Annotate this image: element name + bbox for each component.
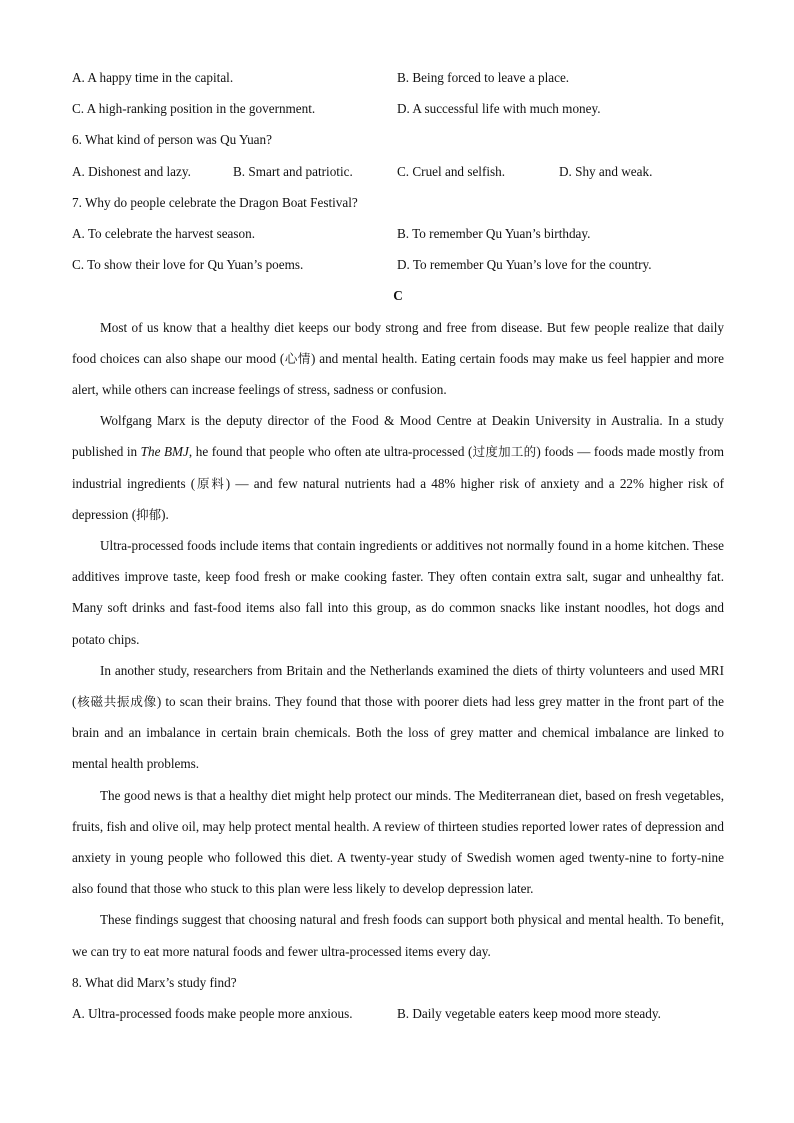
p6-text: These findings suggest that choosing natural and fresh foods can support both physical and mental health. To benefit, we can try to eat more natural foods and fewer ultra-processed items every day. <box>72 912 724 959</box>
q6-question: 6. What kind of person was Qu Yuan? <box>72 132 272 148</box>
p2-text-1: Wolfgang Marx is the deputy director of the Food & Mood Centre at Deakin University in Australia. In a study published in <box>72 413 724 460</box>
q5-option-b[interactable]: B. Being forced to leave a place. <box>397 70 570 85</box>
q6-option-c[interactable]: C. Cruel and selfish. <box>397 163 506 179</box>
q6-option-a[interactable]: A. Dishonest and lazy. <box>72 163 191 179</box>
exam-page <box>72 62 724 1029</box>
p2-chinese-1: 过度加工的 <box>472 444 537 460</box>
q8-options-row-1 <box>72 998 724 1029</box>
passage-paragraph-3 <box>72 530 724 655</box>
p5-text: The good news is that a healthy diet might help protect our minds. The Mediterranean diet, based on fresh vegetables, fruits, fish and olive oil, may help protect mental health. A review of thirteen studies reported lower rates of depression and anxiety in young people who followed this diet. A twenty-year study of Swedish women aged twenty-nine to forty-nine also found that those who stuck to this plan were less likely to develop depression later. <box>72 787 724 897</box>
passage-paragraph-6 <box>72 904 724 966</box>
p2-text-4: ) — and few natural nutrients had a 48% higher risk of anxiety and a 22% higher risk of depression ( <box>72 475 724 522</box>
section-heading: C <box>393 288 403 304</box>
p1-text-1: Most of us know that a healthy diet keeps our body strong and free from disease. But few people realize that daily food choices can also shape our mood ( <box>72 319 724 366</box>
q5-option-d[interactable]: D. A successful life with much money. <box>397 101 601 117</box>
q6-option-d[interactable]: D. Shy and weak. <box>559 163 653 179</box>
p4-chinese-1: 核磁共振成像 <box>76 693 157 709</box>
q8-option-a[interactable]: A. Ultra-processed foods make people more anxious. <box>72 1005 353 1021</box>
p3-text: Ultra-processed foods include items that contain ingredients or additives not normally found in a home kitchen. These additives improve taste, keep food fresh or make cooking faster. They often contain extra salt, sugar and unhealthy fat. Many soft drinks and fast-food items also fall into this group, as do common snacks like instant noodles, hot dogs and potato chips. <box>72 537 724 647</box>
q6-options-row <box>72 156 724 187</box>
q7-question: 7. Why do people celebrate the Dragon Boat Festival? <box>72 194 358 210</box>
q7-option-a[interactable]: A. To celebrate the harvest season. <box>72 225 256 241</box>
passage-paragraph-4 <box>72 655 724 780</box>
q7-option-d[interactable]: D. To remember Qu Yuan’s love for the country. <box>397 257 652 273</box>
p4-text-1: In another study, researchers from Britain and the Netherlands examined the diets of thirty volunteers and used MRI ( <box>72 662 724 709</box>
p2-text-3: ) foods — foods made mostly from industrial ingredients ( <box>72 444 724 491</box>
p2-journal-title: The BMJ <box>140 444 189 460</box>
q5-option-c[interactable]: C. A high-ranking position in the government. <box>72 101 316 117</box>
q8-question: 8. What did Marx’s study find? <box>72 974 237 990</box>
q7-option-c[interactable]: C. To show their love for Qu Yuan’s poems. <box>72 257 304 273</box>
passage-paragraph-2 <box>72 405 724 530</box>
q8-option-b[interactable]: B. Daily vegetable eaters keep mood more steady. <box>397 1005 661 1021</box>
passage-paragraph-1 <box>72 312 724 406</box>
p1-text-2: ) and mental health. Eating certain foods may make us feel happier and more alert, while others can increase feelings of stress, sadness or confusion. <box>72 350 724 397</box>
q7-option-b[interactable]: B. To remember Qu Yuan’s birthday. <box>397 225 591 241</box>
q5-options-row-1 <box>72 62 724 93</box>
p4-text-2: ) to scan their brains. They found that those with poorer diets had less grey matter in the front part of the brain and an imbalance in certain brain chemicals. Both the loss of grey matter and chemical imbalance are linked to mental health problems. <box>72 693 724 772</box>
p2-chinese-2: 原料 <box>195 475 226 491</box>
p2-text-5: ). <box>161 506 169 522</box>
q7-options-row-1 <box>72 218 724 249</box>
q5-options-row-2 <box>72 93 724 124</box>
q5-option-a[interactable]: A. A happy time in the capital. <box>72 70 234 85</box>
p1-chinese-1: 心情 <box>284 350 311 366</box>
q7-options-row-2 <box>72 249 724 280</box>
p2-text-2: , he found that people who often ate ultra-processed ( <box>188 444 473 460</box>
passage-paragraph-5 <box>72 780 724 905</box>
p2-chinese-3: 抑郁 <box>136 506 162 522</box>
q6-option-b[interactable]: B. Smart and patriotic. <box>233 163 353 179</box>
